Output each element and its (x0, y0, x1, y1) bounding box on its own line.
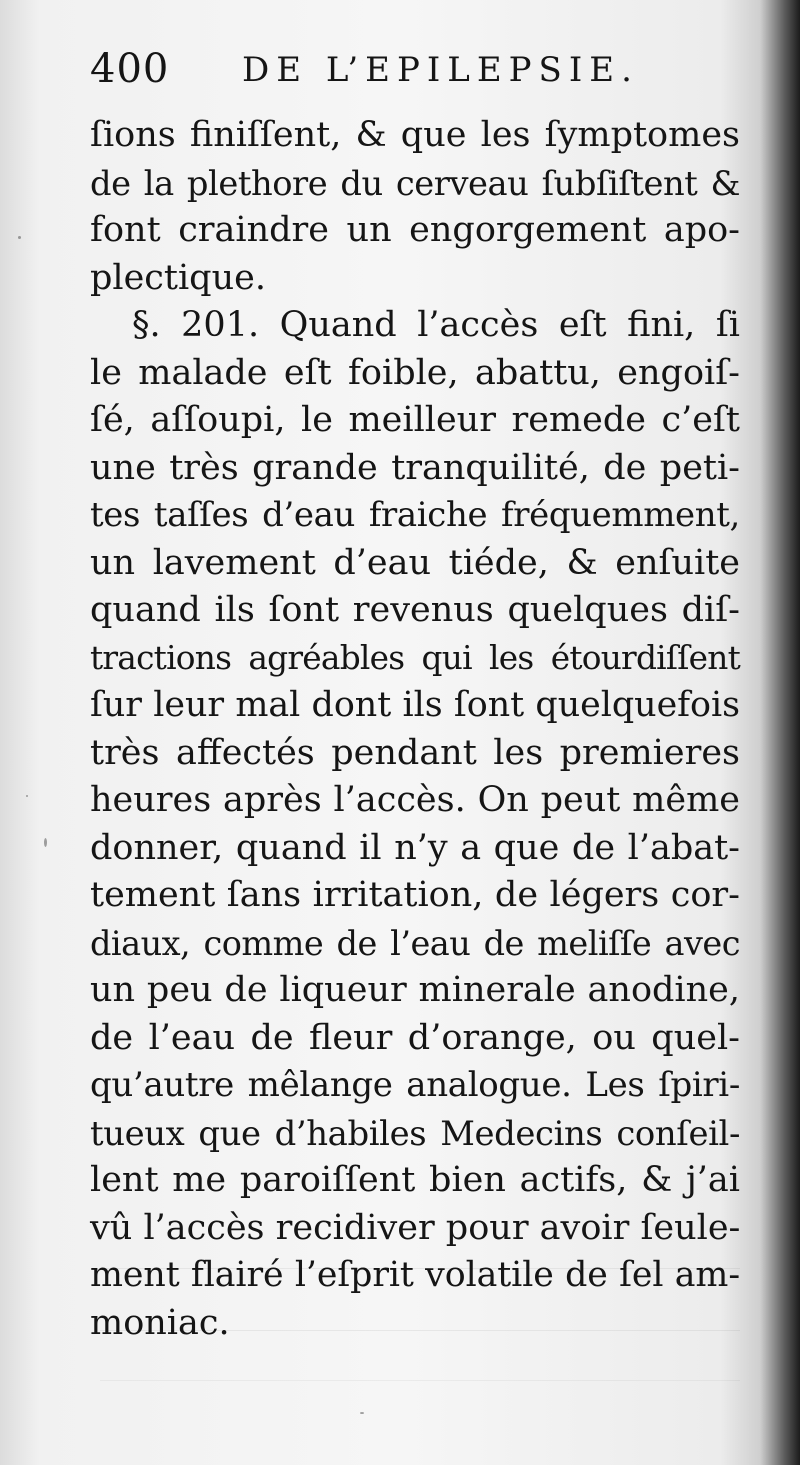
show-through-3 (100, 1380, 740, 1411)
body-text (90, 112, 740, 1347)
text-line: une très grande tranquilité, de peti- (90, 447, 740, 488)
running-title: DE L’EPILEPSIE. (242, 50, 639, 90)
text-line: un lavement d’eau tiéde, & enſuite (90, 542, 740, 583)
text-line: diaux, comme de l’eau de meliſſe avec (90, 923, 740, 963)
text-line: lent me paroiſſent bien actifs, & j’ai (90, 1160, 740, 1200)
text-line: de la plethore du cerveau ſubſiſtent & (90, 163, 740, 203)
text-line: ſé, aſſoupi, le meilleur remede c’eſt (90, 400, 740, 440)
text-line: quand ils ſont revenus quelques diſ- (90, 590, 740, 630)
text-line: très affectés pendant les premieres (90, 732, 740, 773)
text-line: tractions agréables qui les étourdiſſent (90, 638, 740, 677)
text-line: tueux que d’habiles Medecins conſeil- (90, 1113, 740, 1153)
text-line: de l’eau de fleur d’orange, ou quel- (90, 1017, 740, 1058)
section-201-start: §. 201. Quand l’accès eſt fini, ſi (132, 305, 740, 345)
text-line: font craindre un engorgement apo- (90, 210, 740, 250)
text-line: qu’autre mêlange analogue. Les ſpiri- (90, 1065, 740, 1105)
paper-speck (360, 1412, 364, 1414)
text-line: donner, quand il n’y a que de l’abat- (90, 827, 740, 868)
paper-speck (18, 236, 21, 239)
page-number: 400 (90, 46, 170, 92)
paper-speck (44, 838, 47, 847)
text-line: vû l’accès recidiver pour avoir ſeule- (90, 1207, 741, 1248)
text-line: ſions finiſſent, & que les ſymptomes (90, 115, 740, 155)
text-line: le malade eſt foible, abattu, engoiſ- (90, 352, 740, 393)
text-line: tes taſſes d’eau fraiche fréquemment, (90, 495, 740, 535)
text-line: ſur leur mal dont ils ſont quelquefois (90, 685, 740, 725)
text-line: moniac. (90, 1302, 230, 1343)
text-line: tement ſans irritation, de légers cor- (90, 875, 740, 915)
text-line: heures après l’accès. On peut même (90, 780, 740, 820)
page-header (90, 46, 650, 96)
text-line: ment flairé l’eſprit volatile de ſel am- (90, 1255, 740, 1295)
text-line: plectique. (90, 257, 266, 298)
paper-speck (26, 795, 28, 797)
text-line: un peu de liqueur minerale anodine, (90, 970, 740, 1010)
